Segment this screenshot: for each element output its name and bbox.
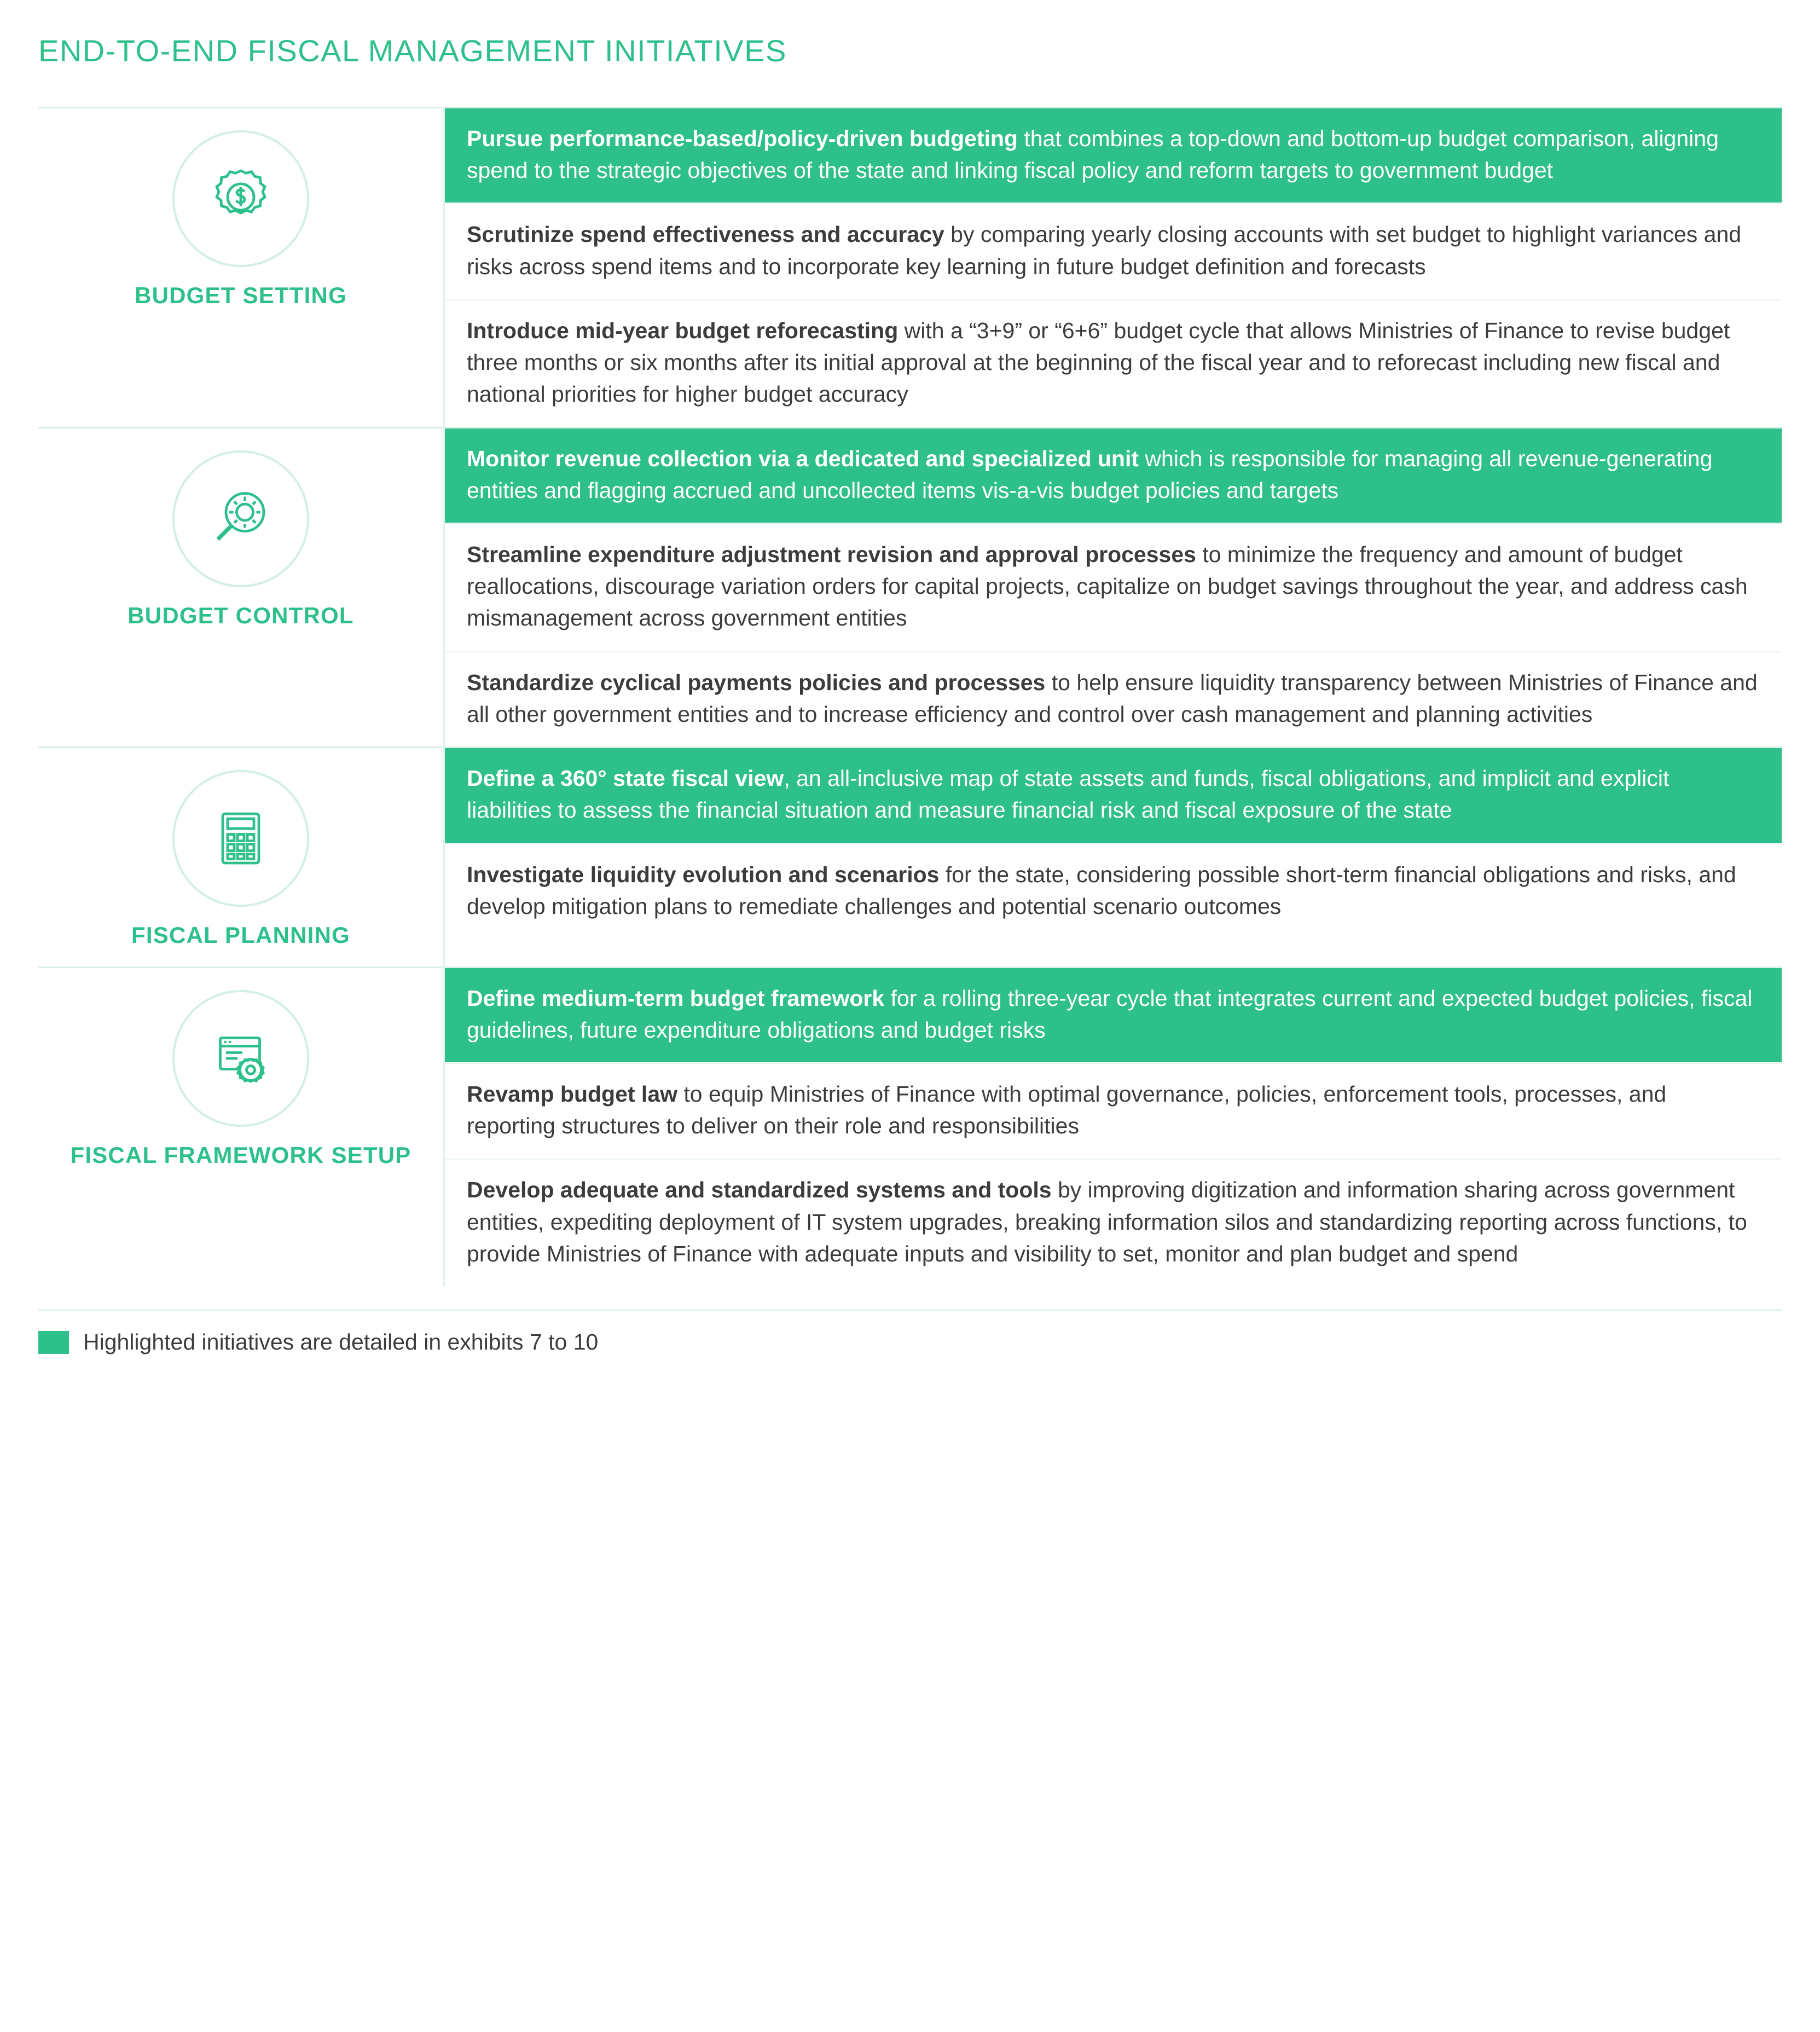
initiative-rest: that combines a top-down and bottom-up budget comparison, aligning spend to the strategic objectives of the state and linking fiscal policy and reform targets to government budget <box>467 126 1719 183</box>
initiative-item <box>445 299 1782 427</box>
initiative-lead: Scrutinize spend effectiveness and accuracy <box>467 222 944 247</box>
group-fiscal-planning <box>38 748 1782 968</box>
group-fiscal-framework-setup <box>38 968 1782 1287</box>
group-items <box>443 748 1782 966</box>
initiative-lead: Define a 360° state fiscal view <box>467 766 784 791</box>
initiative-item <box>445 651 1782 746</box>
initiative-rest: by improving digitization and information sharing across government entities, expediting deployment of IT system upgrades, breaking information silos and standardizing reporting across functions, to provide Ministries of Finance with adequate inputs and visibility to set, monitor and plan budget and spend <box>467 1177 1747 1266</box>
initiative-lead: Pursue performance-based/policy-driven budgeting <box>467 126 1018 151</box>
group-label: BUDGET SETTING <box>135 282 347 308</box>
legend-swatch <box>38 1331 69 1354</box>
footnote <box>38 1309 1782 1355</box>
initiative-rest: which is responsible for managing all revenue-generating entities and flagging accrued and uncollected items vis-a-vis budget policies and targets <box>467 445 1713 503</box>
initiative-item <box>445 748 1782 842</box>
gear-dollar-icon <box>172 130 309 267</box>
group-label-column <box>38 108 443 427</box>
calculator-icon <box>172 770 309 907</box>
group-items <box>443 108 1782 427</box>
initiative-rest: for the state, considering possible short-term financial obligations and risks, and develop mitigation plans to remediate challenges and potential scenario outcomes <box>467 861 1736 919</box>
initiative-lead: Streamline expenditure adjustment revision and approval processes <box>467 541 1196 567</box>
footnote-text: Highlighted initiatives are detailed in exhibits 7 to 10 <box>83 1329 599 1355</box>
group-label-column <box>38 748 443 966</box>
group-label-column <box>38 429 443 747</box>
initiative-lead: Revamp budget law <box>467 1081 678 1107</box>
group-budget-setting <box>38 108 1782 429</box>
initiative-rest: by comparing yearly closing accounts with set budget to highlight variances and risks across spend items and to incorporate key learning in future budget definition and forecasts <box>467 222 1742 279</box>
initiative-lead: Define medium-term budget framework <box>467 985 885 1011</box>
magnifier-gear-icon <box>172 450 309 587</box>
initiative-lead: Monitor revenue collection via a dedicated and specialized unit <box>467 445 1139 471</box>
initiative-rest: for a rolling three-year cycle that integrates current and expected budget policies, fiscal guidelines, future expenditure obligations and budget risks <box>467 985 1753 1043</box>
initiative-item <box>445 523 1782 651</box>
group-label: FISCAL PLANNING <box>131 922 350 948</box>
group-label: FISCAL FRAMEWORK SETUP <box>70 1142 411 1168</box>
initiative-rest: with a “3+9” or “6+6” budget cycle that allows Ministries of Finance to revise budget three months or six months after its initial approval at the beginning of the fiscal year and to reforecast including new fiscal and national priorities for higher budget accuracy <box>467 317 1730 407</box>
initiative-item <box>445 1062 1782 1158</box>
initiative-lead: Standardize cyclical payments policies and processes <box>467 669 1046 695</box>
initiative-lead: Develop adequate and standardized systems and tools <box>467 1177 1052 1203</box>
initiative-lead: Introduce mid-year budget reforecasting <box>467 317 899 343</box>
initiative-rest: to equip Ministries of Finance with optimal governance, policies, enforcement tools, processes, and reporting structures to deliver on their role and responsibilities <box>467 1081 1667 1139</box>
window-gear-icon <box>172 990 309 1127</box>
initiatives-grid <box>38 107 1782 1286</box>
initiative-lead: Investigate liquidity evolution and scenarios <box>467 861 940 887</box>
page-title: END-TO-END FISCAL MANAGEMENT INITIATIVES <box>38 33 787 68</box>
initiative-item <box>445 202 1782 298</box>
group-label: BUDGET CONTROL <box>127 602 354 628</box>
initiative-item <box>445 843 1782 939</box>
initiative-item <box>445 968 1782 1062</box>
group-label-column <box>38 968 443 1287</box>
initiative-item <box>445 1158 1782 1286</box>
group-items <box>443 429 1782 747</box>
initiative-rest: , an all-inclusive map of state assets and funds, fiscal obligations, and implicit and explicit liabilities to assess the financial situation and measure financial risk and fiscal exposure of the state <box>467 766 1670 823</box>
initiative-rest: to help ensure liquidity transparency between Ministries of Finance and all other government entities and to increase efficiency and control over cash management and planning activities <box>467 669 1758 727</box>
initiative-rest: to minimize the frequency and amount of budget reallocations, discourage variation orders for capital projects, capitalize on budget savings throughout the year, and address cash mismanagement across government entities <box>467 541 1748 631</box>
group-budget-control <box>38 429 1782 749</box>
group-items <box>443 968 1782 1287</box>
initiative-item <box>445 108 1782 202</box>
initiative-item <box>445 429 1782 523</box>
